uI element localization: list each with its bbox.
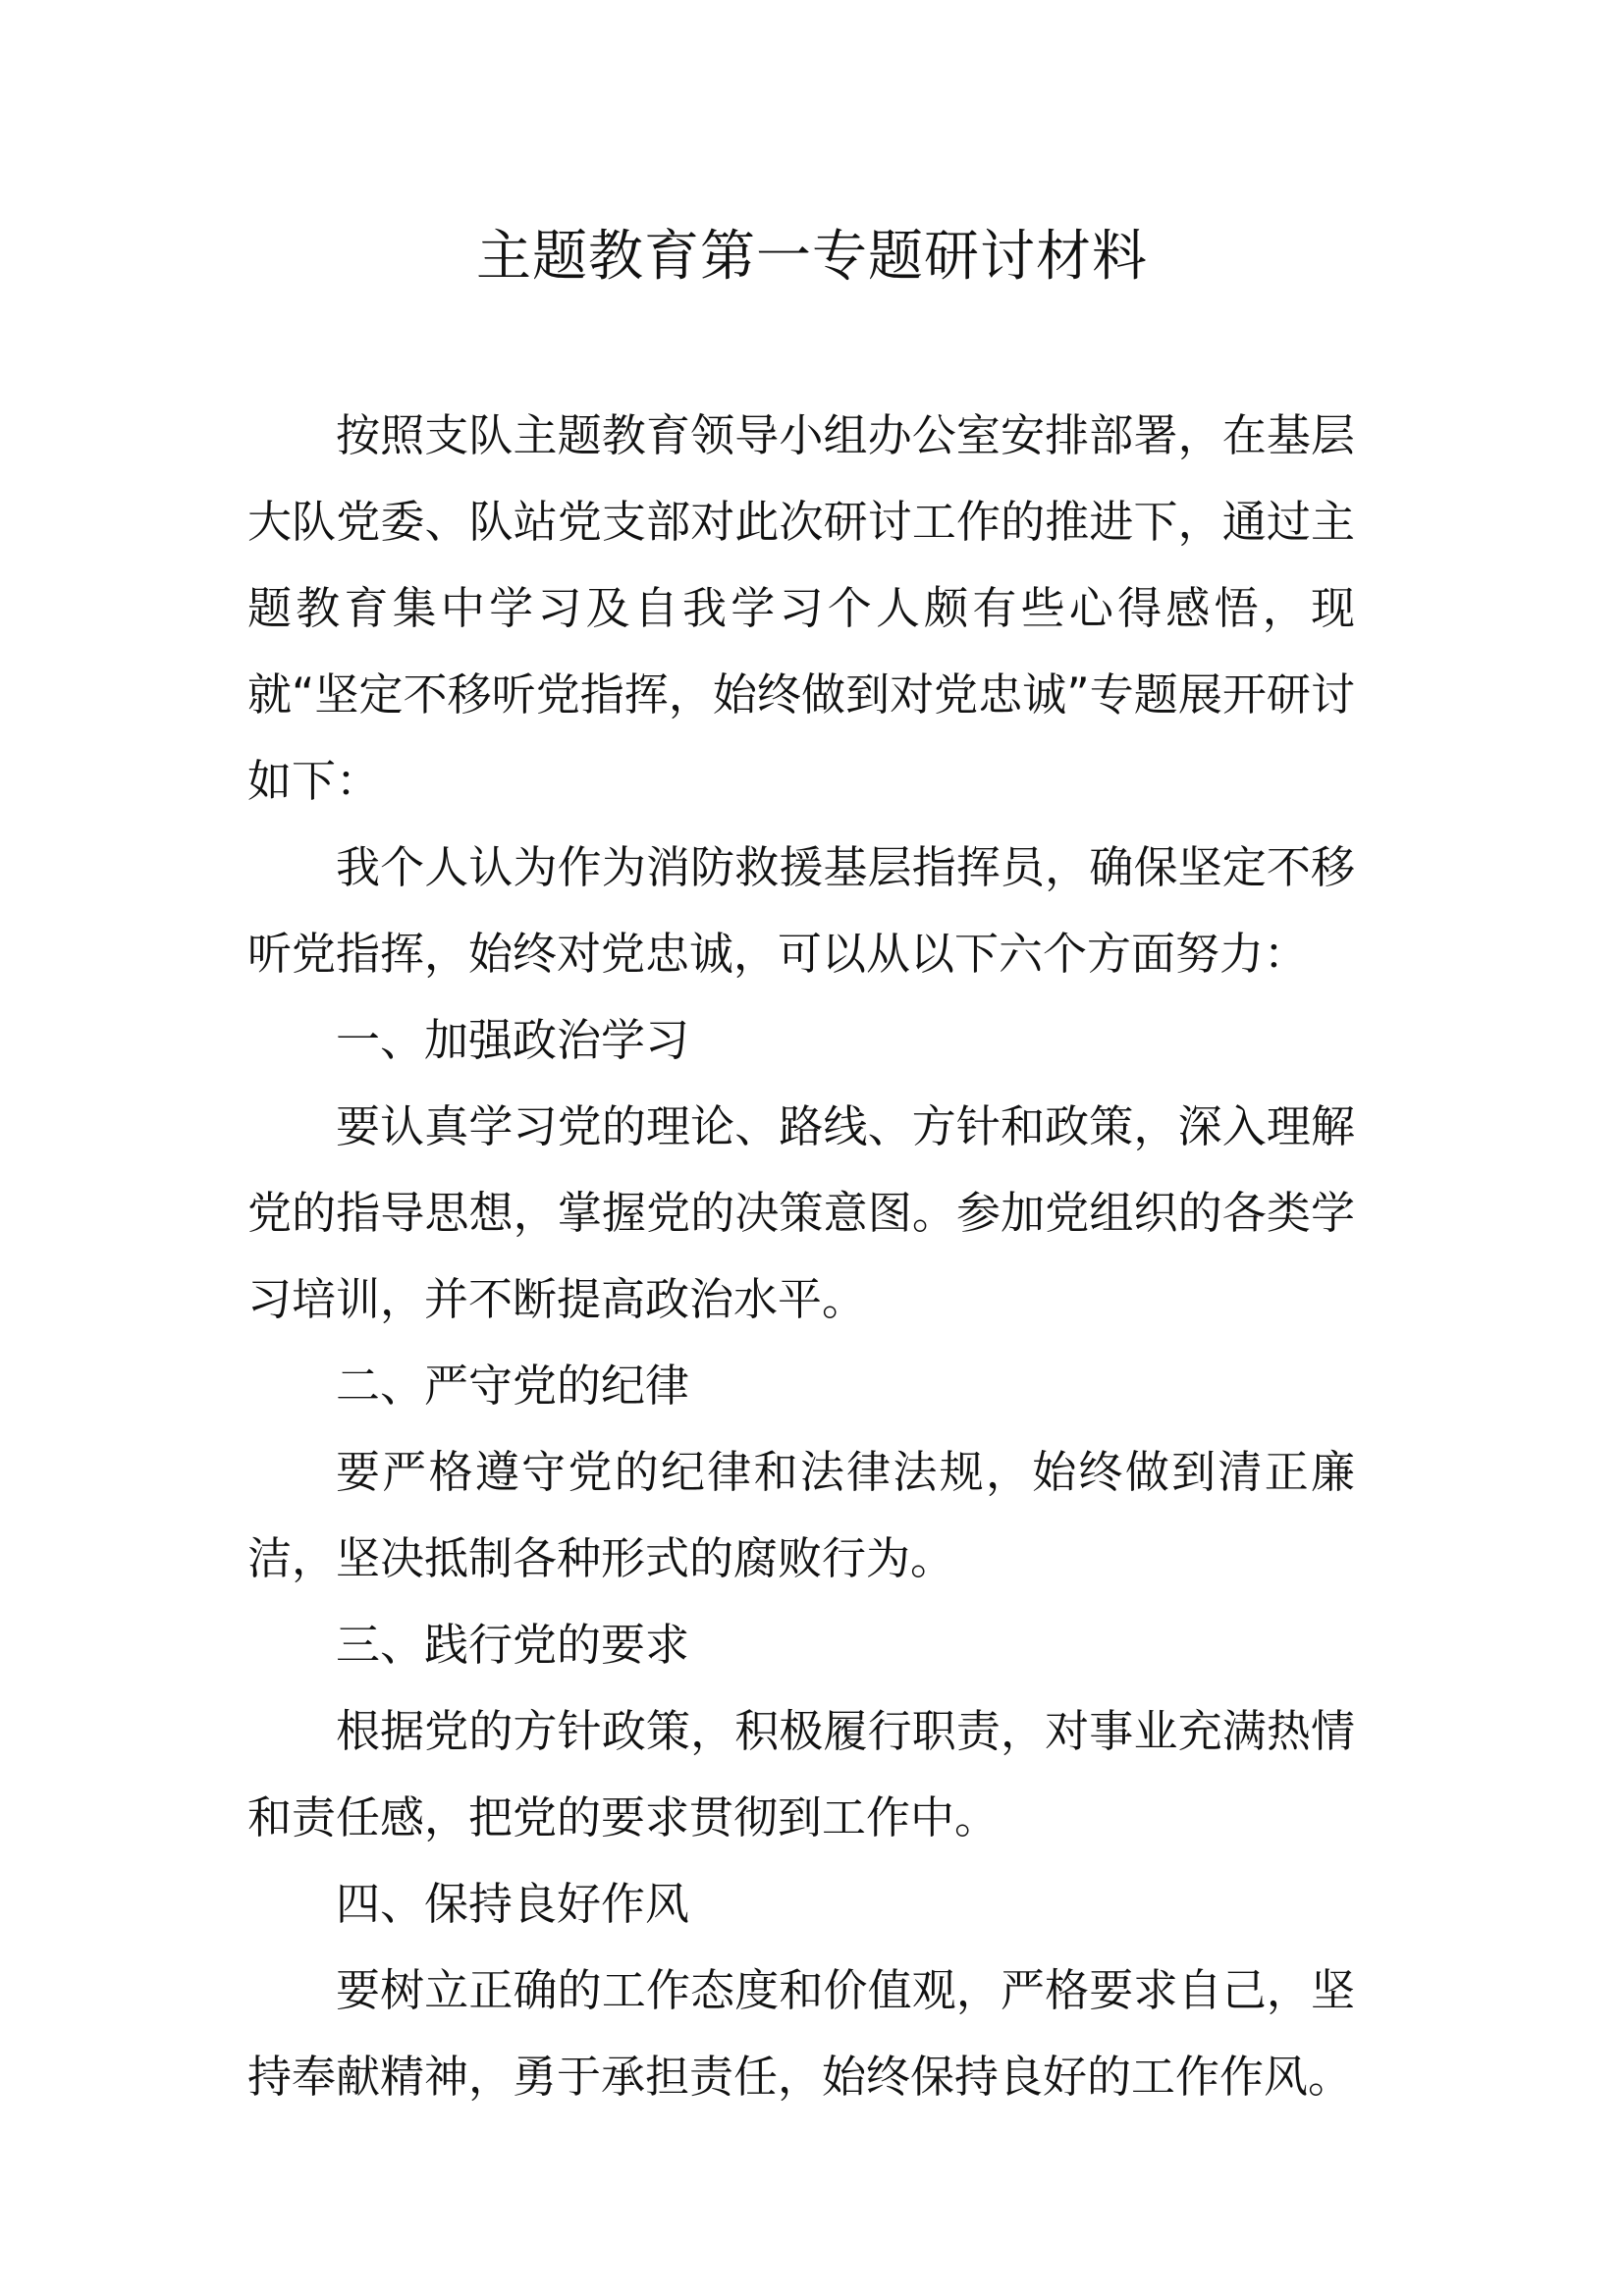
opinion-paragraph: 我个人认为作为消防救援基层指挥员，确保坚定不移听党指挥，始终对党忠诚，可以从以下六个方面努力：: [247, 841, 1355, 980]
section-paragraph-2: 要严格遵守党的纪律和法律法规，始终做到清正廉洁，坚决抵制各种形式的腐败行为。: [247, 1446, 1355, 1584]
section-paragraph-3: 根据党的方针政策，积极履行职责，对事业充满热情和责任感，把党的要求贯彻到工作中。: [247, 1705, 1355, 1843]
document-body: [247, 393, 1355, 2120]
section-heading-3: 三、践行党的要求: [336, 1619, 690, 1671]
section-heading-1: 一、加强政治学习: [336, 1014, 690, 1066]
section-paragraph-4: 要树立正确的工作态度和价值观，严格要求自己，坚持奉献精神，勇于承担责任，始终保持良好的工作作风。: [247, 1964, 1355, 2103]
section-heading-2: 二、严守党的纪律: [336, 1360, 690, 1412]
section-heading-4: 四、保持良好作风: [336, 1878, 690, 1930]
document-title: 主题教育第一专题研讨材料: [476, 225, 1148, 289]
intro-paragraph: 按照支队主题教育领导小组办公室安排部署，在基层大队党委、队站党支部对此次研讨工作的推进下，通过主题教育集中学习及自我学习个人颇有些心得感悟，现就“坚定不移听党指挥，始终做到对党忠诚”专题展开研讨如下：: [247, 409, 1355, 807]
section-paragraph-1: 要认真学习党的理论、路线、方针和政策，深入理解党的指导思想，掌握党的决策意图。参加党组织的各类学习培训，并不断提高政治水平。: [247, 1100, 1355, 1325]
